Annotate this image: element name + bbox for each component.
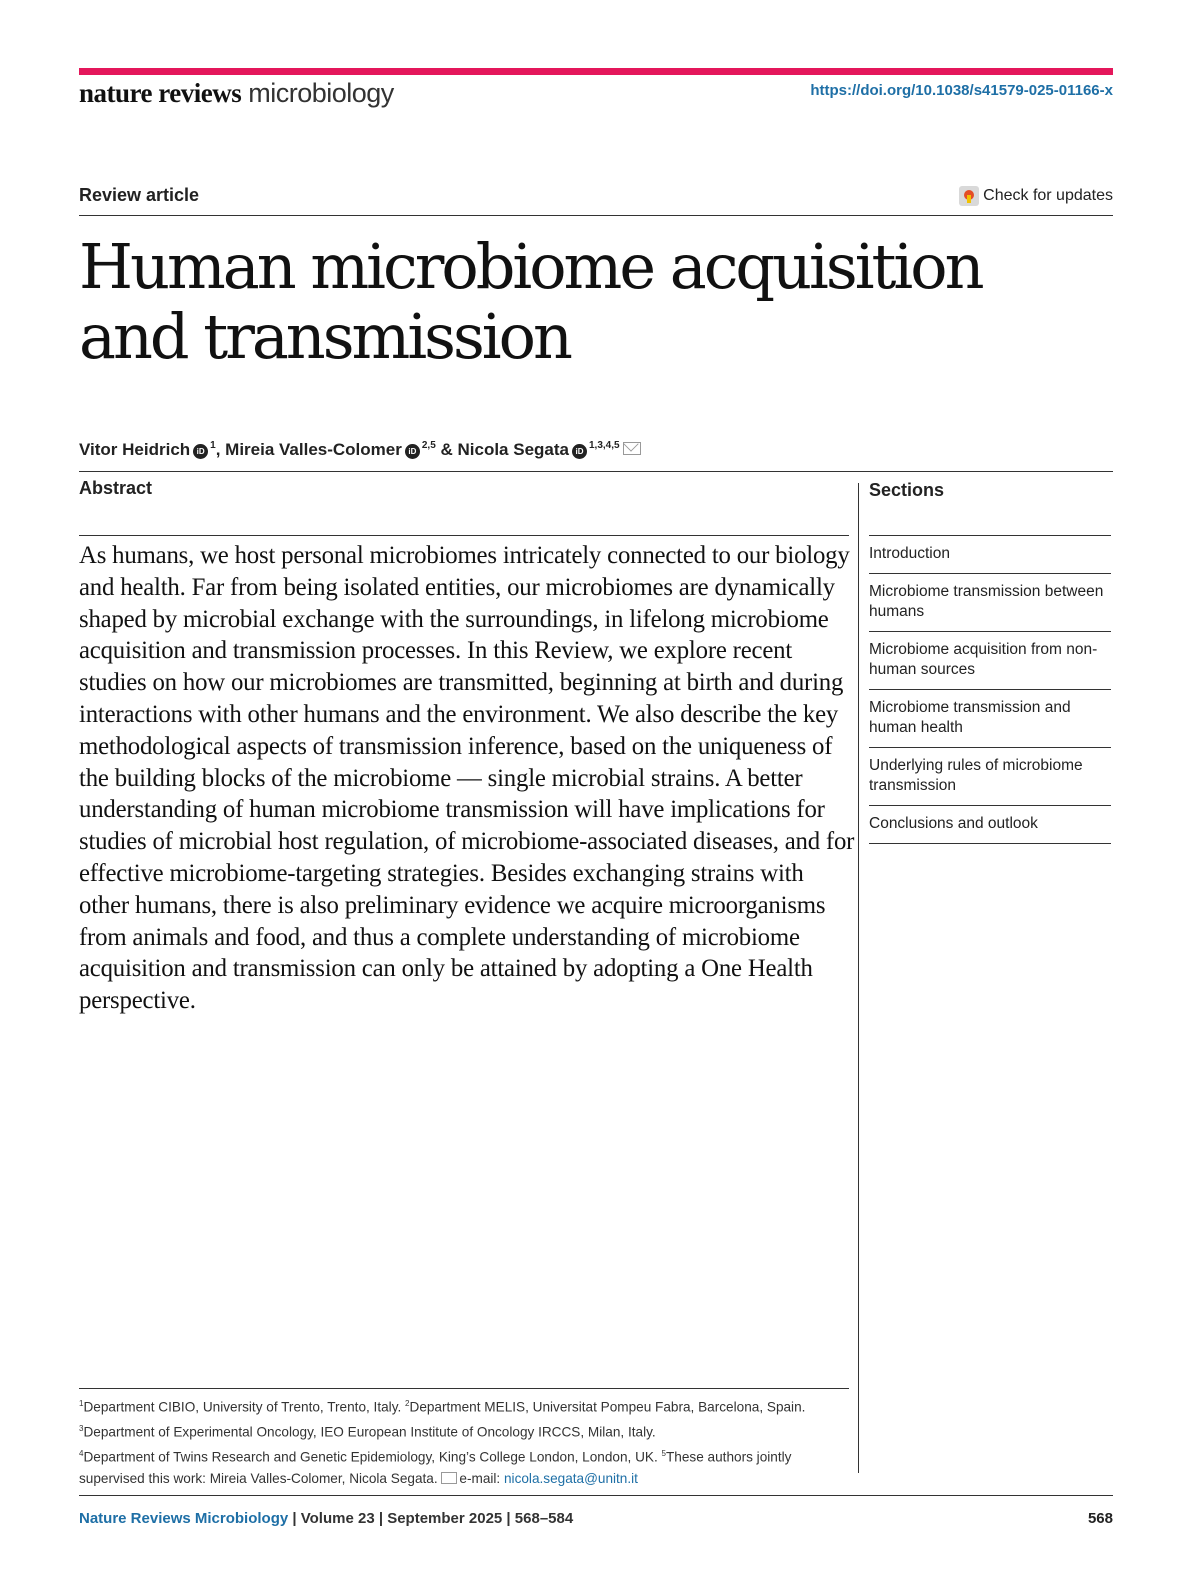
divider [79, 215, 1113, 216]
author-name[interactable]: Mireia Valles-Colomer [225, 440, 402, 459]
sections-heading: Sections [869, 478, 1111, 536]
author-list [79, 440, 641, 460]
check-updates-label: Check for updates [983, 187, 1113, 204]
affil-number: 2 [405, 1399, 410, 1408]
title-line-1: Human microbiome acquisition [79, 230, 982, 303]
affil-number: 4 [79, 1448, 84, 1458]
affiliation-1: Department CIBIO, University of Trento, Trento, Italy. [83, 1399, 406, 1415]
affiliation-4: Department of Twins Research and Genetic Epidemiology, King’s College London, London, UK. [83, 1449, 662, 1465]
author-affiliation: 1,3,4,5 [589, 440, 620, 452]
section-link-conclusions[interactable]: Conclusions and outlook [869, 806, 1111, 844]
section-link-human-health[interactable]: Microbiome transmission and human health [869, 690, 1111, 748]
title-line-2: and transmission [79, 300, 570, 373]
author-separator: & [435, 440, 458, 459]
affiliations [79, 1393, 849, 1489]
footer-journal-link[interactable]: Nature Reviews Microbiology [79, 1510, 289, 1527]
divider [79, 471, 1113, 472]
joint-supervision-note: These authors jointly supervised this work: Mireia Valles-Colomer, Nicola Segata. [79, 1449, 792, 1486]
check-updates-icon [959, 186, 979, 206]
abstract-heading: Abstract [79, 478, 153, 498]
divider [79, 535, 849, 536]
column-divider [858, 483, 859, 1473]
orcid-icon[interactable]: iD [193, 444, 208, 459]
header-accent-bar [79, 68, 1113, 75]
section-link-transmission-between-humans[interactable]: Microbiome transmission between humans [869, 574, 1111, 632]
affil-number: 1 [79, 1399, 84, 1408]
affil-number: 3 [79, 1423, 84, 1433]
journal-name-light: microbiology [248, 78, 394, 108]
journal-logo[interactable] [79, 78, 394, 109]
affiliation-2: Department MELIS, Universitat Pompeu Fabra, Barcelona, Spain. [409, 1399, 806, 1415]
article-type: Review article [79, 185, 200, 205]
section-link-non-human-sources[interactable]: Microbiome acquisition from non-human sources [869, 632, 1111, 690]
orcid-icon[interactable]: iD [572, 444, 587, 459]
email-link[interactable]: nicola.segata@unitn.it [503, 1470, 638, 1486]
abstract-text: As humans, we host personal microbiomes intricately connected to our biology and health. Far from being isolated entities, our microbiomes are dynamically shaped by microbial exchange with the surroundings, in lifelong microbiome acquisition and transmission processes. In this Review, we explore recent studies on how our microbiomes are transmitted, beginning at birth and during interactions with other humans and the environment. We also describe the key methodological aspects of transmission inference, based on the uniqueness of the building blocks of the microbiome — single microbial strains. A better understanding of human microbiome transmission will have implications for studies of microbial host regulation, of microbiome-associated diseases, and for effective microbiome-targeting strategies. Besides exchanging strains with other humans, there is also preliminary evidence we acquire microorganisms from animals and food, and thus a complete understanding of microbiome acquisition and transmission can only be attained by adopting a One Health perspective. [79, 542, 855, 1015]
email-label: e-mail: [459, 1470, 504, 1486]
section-link-introduction[interactable]: Introduction [869, 536, 1111, 574]
doi-link[interactable]: https://doi.org/10.1038/s41579-025-01166-x [810, 82, 1113, 99]
mail-icon [441, 1472, 457, 1484]
author-separator: , [215, 440, 226, 459]
mail-icon[interactable] [623, 442, 641, 455]
orcid-icon[interactable]: iD [405, 444, 420, 459]
section-link-underlying-rules[interactable]: Underlying rules of microbiome transmission [869, 748, 1111, 806]
divider [79, 1388, 849, 1389]
sections-nav [869, 478, 1111, 844]
check-for-updates-button[interactable] [959, 186, 1113, 206]
footer-citation [79, 1510, 573, 1527]
author-name[interactable]: Nicola Segata [457, 440, 569, 459]
article-title [79, 232, 1079, 372]
journal-name-bold: nature reviews [79, 78, 242, 108]
footer-volume-info: | Volume 23 | September 2025 | 568–584 [288, 1510, 574, 1527]
affiliation-3: Department of Experimental Oncology, IEO European Institute of Oncology IRCCS, Milan, Italy. [83, 1424, 656, 1440]
author-affiliation: 1 [210, 440, 216, 452]
affil-number: 5 [661, 1448, 666, 1458]
page-number: 568 [1087, 1510, 1113, 1527]
divider [79, 1495, 1113, 1496]
author-name[interactable]: Vitor Heidrich [79, 440, 191, 459]
author-affiliation: 2,5 [421, 440, 436, 452]
